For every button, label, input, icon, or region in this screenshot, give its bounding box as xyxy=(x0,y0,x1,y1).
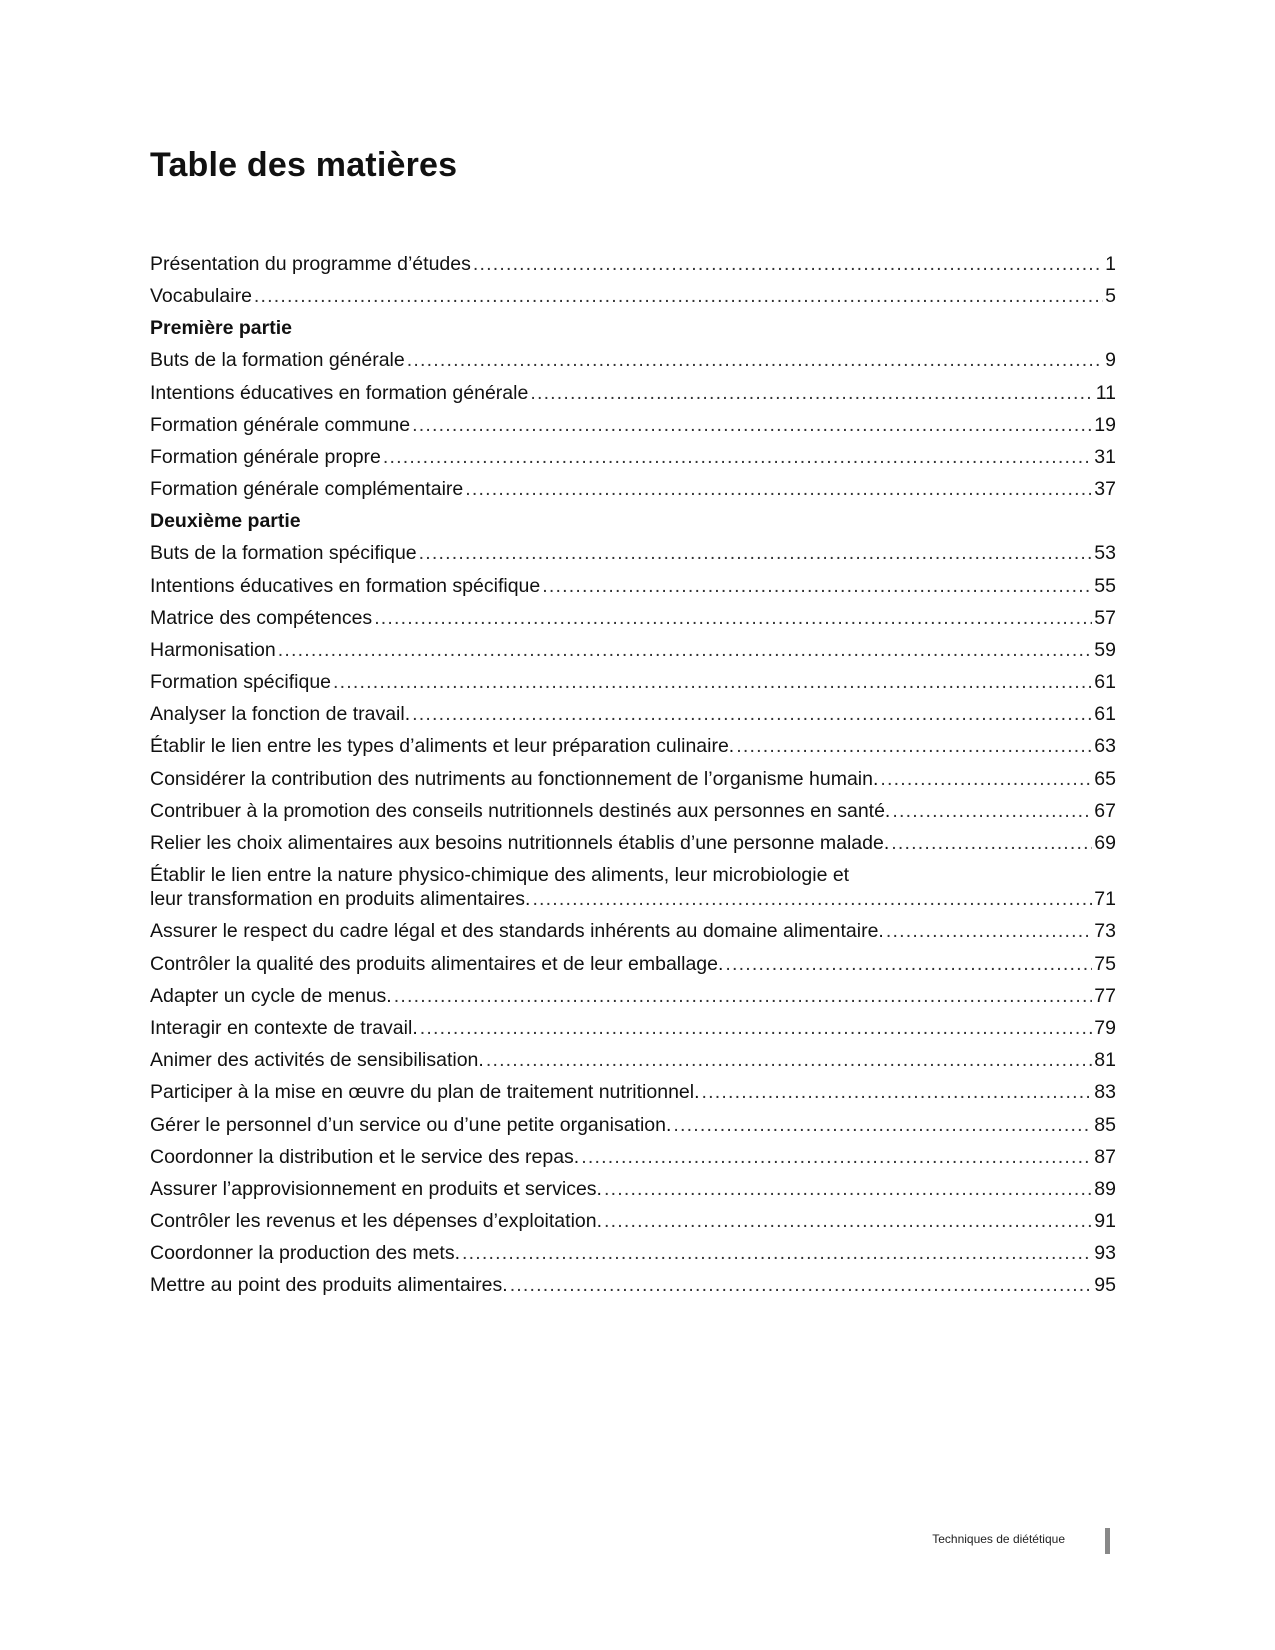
intro-entries xyxy=(150,252,1116,308)
part2-entries-continued xyxy=(150,919,1116,1297)
table-of-contents xyxy=(150,252,1116,1306)
toc-entry-page: 31 xyxy=(1094,445,1116,468)
dot-leader xyxy=(510,1273,1093,1297)
toc-entry[interactable] xyxy=(150,1048,1116,1072)
toc-entry-label-line2: leur transformation en produits alimentaires. xyxy=(150,888,531,911)
dot-leader xyxy=(736,734,1092,758)
toc-entry[interactable] xyxy=(150,284,1116,308)
toc-entry-page: 61 xyxy=(1094,703,1116,726)
toc-entry-page: 11 xyxy=(1095,381,1116,404)
dot-leader xyxy=(465,477,1092,501)
toc-entry-label: Formation générale propre xyxy=(150,445,381,468)
toc-entry-label: Participer à la mise en œuvre du plan de traitement nutritionnel. xyxy=(150,1081,700,1104)
dot-leader xyxy=(473,252,1103,276)
toc-entry-label: Assurer le respect du cadre légal et des standards inhérents au domaine alimentaire. xyxy=(150,920,884,943)
dot-leader xyxy=(407,348,1103,372)
toc-entry-label: Contrôler les revenus et les dépenses d’exploitation. xyxy=(150,1210,603,1233)
toc-entry-page: 19 xyxy=(1094,413,1116,436)
toc-entry[interactable] xyxy=(150,831,1116,855)
dot-leader xyxy=(412,702,1092,726)
toc-entry-label: Coordonner la distribution et le service des repas. xyxy=(150,1145,580,1168)
dot-leader xyxy=(725,952,1092,976)
toc-entry-page: 67 xyxy=(1094,799,1116,822)
dot-leader xyxy=(374,606,1092,630)
toc-entry-page: 5 xyxy=(1105,285,1116,308)
toc-entry-page: 77 xyxy=(1094,984,1116,1007)
toc-entry-page: 69 xyxy=(1094,832,1116,854)
dot-leader xyxy=(333,670,1092,694)
toc-entry-page: 53 xyxy=(1094,542,1116,565)
dot-leader xyxy=(278,638,1093,662)
dot-leader xyxy=(462,1241,1092,1265)
dot-leader xyxy=(420,1016,1093,1040)
toc-entry-label: Mettre au point des produits alimentaires. xyxy=(150,1274,508,1297)
toc-entry-label: Relier les choix alimentaires aux besoins nutritionnels établis d’une personne malade. xyxy=(150,832,890,854)
toc-entry[interactable] xyxy=(150,445,1116,469)
toc-entry-page: 91 xyxy=(1094,1210,1116,1233)
toc-entry[interactable] xyxy=(150,670,1116,694)
dot-leader xyxy=(604,1177,1092,1201)
page-title: Table des matières xyxy=(150,146,458,184)
toc-entry-page: 75 xyxy=(1094,952,1116,975)
dot-leader xyxy=(886,919,1092,943)
toc-entry-page: 1 xyxy=(1105,253,1116,275)
dot-leader xyxy=(419,541,1093,565)
toc-entry[interactable] xyxy=(150,252,1116,276)
toc-entry-label: Adapter un cycle de menus. xyxy=(150,984,392,1007)
toc-entry-page: 87 xyxy=(1094,1145,1116,1168)
toc-entry[interactable] xyxy=(150,574,1116,598)
dot-leader xyxy=(581,1145,1092,1169)
section-heading-part1: Première partie xyxy=(150,317,292,340)
toc-entry-page: 57 xyxy=(1094,606,1116,629)
toc-entry[interactable] xyxy=(150,381,1116,405)
toc-entry-label: Contribuer à la promotion des conseils nutritionnels destinés aux personnes en santé. xyxy=(150,799,891,822)
toc-entry-label: Animer des activités de sensibilisation. xyxy=(150,1049,484,1072)
toc-entry-page: 95 xyxy=(1094,1274,1116,1297)
toc-entry-label: Considérer la contribution des nutriments au fonctionnement de l’organisme humain. xyxy=(150,767,879,790)
dot-leader xyxy=(702,1080,1093,1104)
toc-entry[interactable] xyxy=(150,638,1116,662)
toc-entry[interactable] xyxy=(150,1177,1116,1201)
toc-entry-label: Formation générale complémentaire xyxy=(150,478,464,501)
toc-entry[interactable] xyxy=(150,1016,1116,1040)
toc-entry-page: 79 xyxy=(1094,1016,1116,1039)
toc-entry-label: Harmonisation xyxy=(150,638,276,661)
dot-leader xyxy=(880,767,1092,791)
toc-entry-page: 63 xyxy=(1094,735,1116,758)
toc-entry-label-line1: Établir le lien entre la nature physico-chimique des aliments, leur microbiologie et xyxy=(150,864,850,887)
dot-leader xyxy=(486,1048,1092,1072)
toc-entry-page: 73 xyxy=(1094,920,1116,943)
toc-entry[interactable] xyxy=(150,477,1116,501)
toc-entry[interactable] xyxy=(150,1273,1116,1297)
toc-entry[interactable] xyxy=(150,984,1116,1008)
toc-entry[interactable] xyxy=(150,702,1116,726)
toc-entry-page: 55 xyxy=(1094,574,1116,597)
footer-title: Techniques de diététique xyxy=(932,1532,1065,1546)
toc-entry-page: 85 xyxy=(1094,1113,1116,1136)
toc-entry-page: 9 xyxy=(1105,349,1116,372)
toc-entry-label: Gérer le personnel d’un service ou d’une petite organisation. xyxy=(150,1113,672,1136)
toc-entry-label: Établir le lien entre les types d’aliments et leur préparation culinaire. xyxy=(150,735,735,758)
dot-leader xyxy=(530,381,1093,405)
dot-leader xyxy=(254,284,1103,308)
toc-entry-page: 89 xyxy=(1094,1177,1116,1200)
toc-entry[interactable] xyxy=(150,767,1116,791)
part1-entries xyxy=(150,348,1116,501)
part2-entries xyxy=(150,541,1116,855)
toc-entry-label: Vocabulaire xyxy=(150,285,252,308)
dot-leader xyxy=(542,574,1092,598)
toc-entry[interactable] xyxy=(150,734,1116,758)
toc-entry-label: Interagir en contexte de travail. xyxy=(150,1016,418,1039)
toc-entry-page: 59 xyxy=(1094,638,1116,661)
toc-entry-label: Matrice des compétences xyxy=(150,606,373,629)
section-heading-part2: Deuxième partie xyxy=(150,510,301,533)
toc-entry-page: 83 xyxy=(1094,1081,1116,1104)
dot-leader xyxy=(412,413,1092,437)
toc-entry[interactable] xyxy=(150,1209,1116,1233)
toc-entry[interactable] xyxy=(150,919,1116,943)
toc-entry-label: Intentions éducatives en formation spécifique xyxy=(150,574,541,597)
toc-entry[interactable] xyxy=(150,1113,1116,1137)
dot-leader xyxy=(673,1113,1092,1137)
toc-entry-label: Contrôler la qualité des produits alimentaires et de leur emballage. xyxy=(150,952,724,975)
toc-entry[interactable] xyxy=(150,1241,1116,1265)
toc-entry-page: 65 xyxy=(1094,767,1116,790)
toc-entry[interactable] xyxy=(150,348,1116,372)
toc-entry-page: 61 xyxy=(1094,671,1116,694)
dot-leader xyxy=(383,445,1092,469)
toc-entry-label: Analyser la fonction de travail. xyxy=(150,703,411,726)
toc-entry[interactable] xyxy=(150,1145,1116,1169)
dot-leader xyxy=(532,887,1092,911)
toc-entry-label: Présentation du programme d’études xyxy=(150,253,471,275)
toc-entry-label: Coordonner la production des mets. xyxy=(150,1242,461,1265)
toc-entry-label: Intentions éducatives en formation générale xyxy=(150,381,529,404)
toc-entry-page: 81 xyxy=(1094,1049,1116,1072)
toc-entry-page: 71 xyxy=(1094,888,1116,911)
toc-entry-label: Assurer l’approvisionnement en produits et services. xyxy=(150,1177,602,1200)
toc-entry-label: Formation spécifique xyxy=(150,671,332,694)
dot-leader xyxy=(892,799,1092,823)
dot-leader xyxy=(394,984,1093,1008)
toc-entry[interactable] xyxy=(150,799,1116,823)
toc-entry-label: Buts de la formation générale xyxy=(150,349,405,372)
toc-entry[interactable] xyxy=(150,606,1116,630)
toc-entry[interactable] xyxy=(150,863,1116,911)
dot-leader xyxy=(604,1209,1092,1233)
toc-entry[interactable] xyxy=(150,1080,1116,1104)
toc-entry-label: Buts de la formation spécifique xyxy=(150,542,417,565)
dot-leader xyxy=(891,831,1092,855)
toc-entry[interactable] xyxy=(150,413,1116,437)
toc-entry[interactable] xyxy=(150,952,1116,976)
toc-entry-page: 37 xyxy=(1094,478,1116,501)
footer-bar xyxy=(1105,1528,1110,1554)
toc-entry[interactable] xyxy=(150,541,1116,565)
toc-entry-label: Formation générale commune xyxy=(150,413,411,436)
toc-entry-page: 93 xyxy=(1094,1242,1116,1265)
